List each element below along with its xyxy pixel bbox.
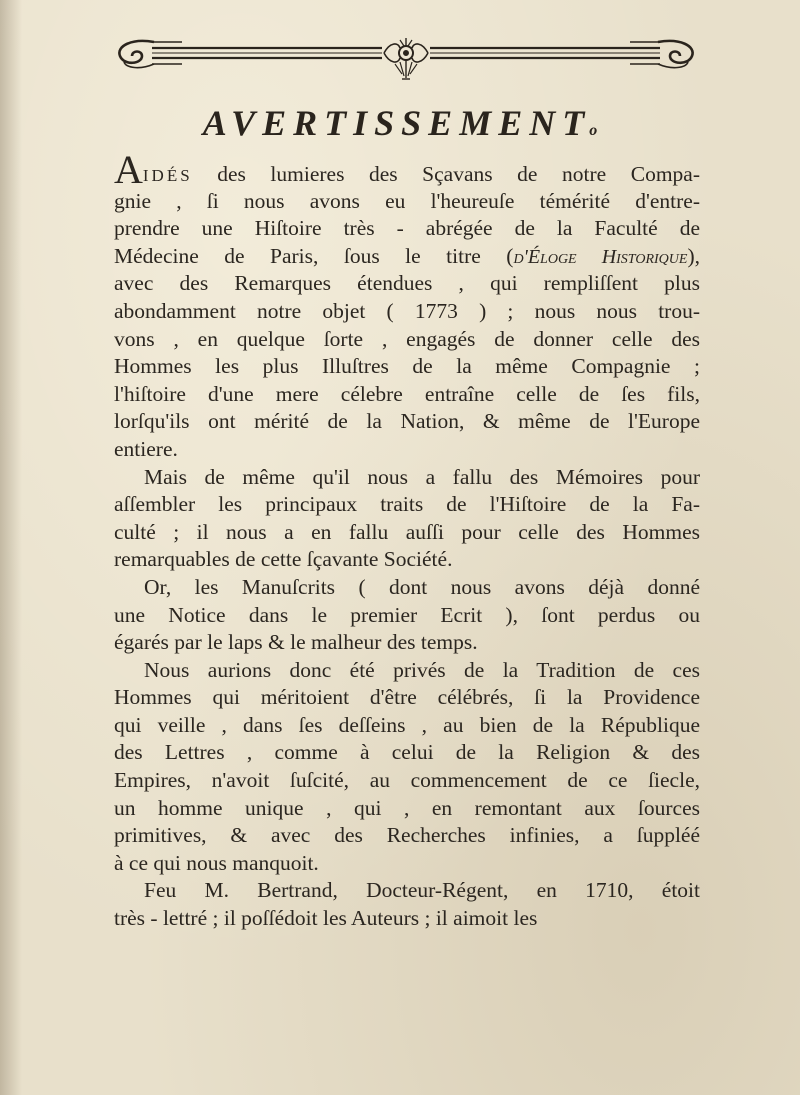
- text-line: [114, 326, 700, 354]
- text-segment: primitives, & avec des Recherches infinies, a ſuppléé: [114, 823, 700, 848]
- text-segment: Feu M. Bertrand, Docteur-Régent, en 1710, étoit: [144, 878, 700, 903]
- text-line: [114, 795, 700, 823]
- text-line: [114, 147, 700, 192]
- text-segment: à ce qui nous manquoit.: [114, 850, 319, 875]
- text-segment: Hommes qui méritoient d'être célébrés, ſi la Providence: [114, 685, 700, 710]
- binding-shadow: [0, 0, 22, 1095]
- text-segment: prendre une Hiſtoire très - abrégée de la Faculté de: [114, 216, 700, 241]
- text-line: [114, 188, 700, 216]
- text-line: [114, 767, 700, 795]
- text-line: [114, 905, 700, 933]
- page-title: AVERTISSEMENTo: [202, 103, 598, 143]
- text-line: [114, 712, 700, 740]
- text-segment: gnie , ſi nous avons eu l'heureuſe témérité d'entre-: [114, 188, 700, 213]
- text-line: [114, 243, 700, 271]
- text-segment: l'hiſtoire d'une mere célebre entraîne celle de ſes fils,: [114, 381, 700, 406]
- text-segment: très - lettré ; il poſſédoit les Auteurs ; il aimoit les: [114, 906, 538, 931]
- body-text: [114, 147, 700, 933]
- text-line: [114, 491, 700, 519]
- text-line: [114, 657, 700, 685]
- text-segment: Hommes les plus Illuſtres de la même Compagnie ;: [114, 354, 700, 379]
- text-line: [114, 877, 700, 905]
- text-line: [114, 574, 700, 602]
- text-segment: lorſqu'ils ont mérité de la Nation, & même de l'Europe: [114, 409, 700, 434]
- small-caps-word: IDÉS: [142, 166, 193, 185]
- text-segment: Empires, n'avoit ſuſcité, au commencement de ce ſiecle,: [114, 768, 700, 793]
- text-line: [114, 215, 700, 243]
- text-line: [114, 602, 700, 630]
- header-ornament-icon: [112, 34, 700, 84]
- text-segment: Nous aurions donc été privés de la Tradition de ces: [144, 657, 700, 682]
- text-line: [114, 408, 700, 436]
- text-line: [114, 850, 700, 878]
- text-segment: Mais de même qu'il nous a fallu des Mémoires pour: [144, 464, 700, 489]
- text-segment: ),: [687, 243, 700, 268]
- text-segment: avec des Remarques étendues , qui rempliſſent plus: [114, 271, 700, 296]
- text-segment: égarés par le laps & le malheur des temps.: [114, 630, 478, 655]
- text-line: [114, 381, 700, 409]
- text-segment: remarquables de cette ſçavante Société.: [114, 547, 453, 572]
- text-line: [114, 546, 700, 574]
- text-line: [114, 436, 700, 464]
- text-line: [114, 822, 700, 850]
- text-line: [114, 519, 700, 547]
- text-segment: vons , en quelque ſorte , engagés de donner celle des: [114, 326, 700, 351]
- text-line: [114, 629, 700, 657]
- text-line: [114, 353, 700, 381]
- text-segment: un homme unique , qui , en remontant aux ſources: [114, 795, 700, 820]
- text-segment: aſſembler les principaux traits de l'Hiſtoire de la Fa-: [114, 492, 700, 517]
- text-segment: culté ; il nous a en fallu auſſi pour celle des Hommes: [114, 519, 700, 544]
- text-segment: entiere.: [114, 436, 178, 461]
- text-line: [114, 739, 700, 767]
- text-segment: une Notice dans le premier Ecrit ), ſont perdus ou: [114, 602, 700, 627]
- text-segment: abondamment notre objet ( 1773 ) ; nous nous trou-: [114, 298, 700, 323]
- text-line: [114, 270, 700, 298]
- text-segment: Or, les Manuſcrits ( dont nous avons déjà donné: [144, 574, 700, 599]
- text-segment: Médecine de Paris, ſous le titre (: [114, 243, 514, 268]
- text-line: [114, 684, 700, 712]
- text-segment: qui veille , dans ſes deſſeins , au bien de la République: [114, 712, 700, 737]
- drop-cap: A: [114, 147, 143, 192]
- work-title: d'Éloge Historique: [513, 245, 688, 268]
- text-segment: des lumieres des Sçavans de notre Compa-: [192, 162, 700, 186]
- text-line: [114, 464, 700, 492]
- text-line: [114, 298, 700, 326]
- text-segment: des Lettres , comme à celui de la Religion & des: [114, 740, 700, 765]
